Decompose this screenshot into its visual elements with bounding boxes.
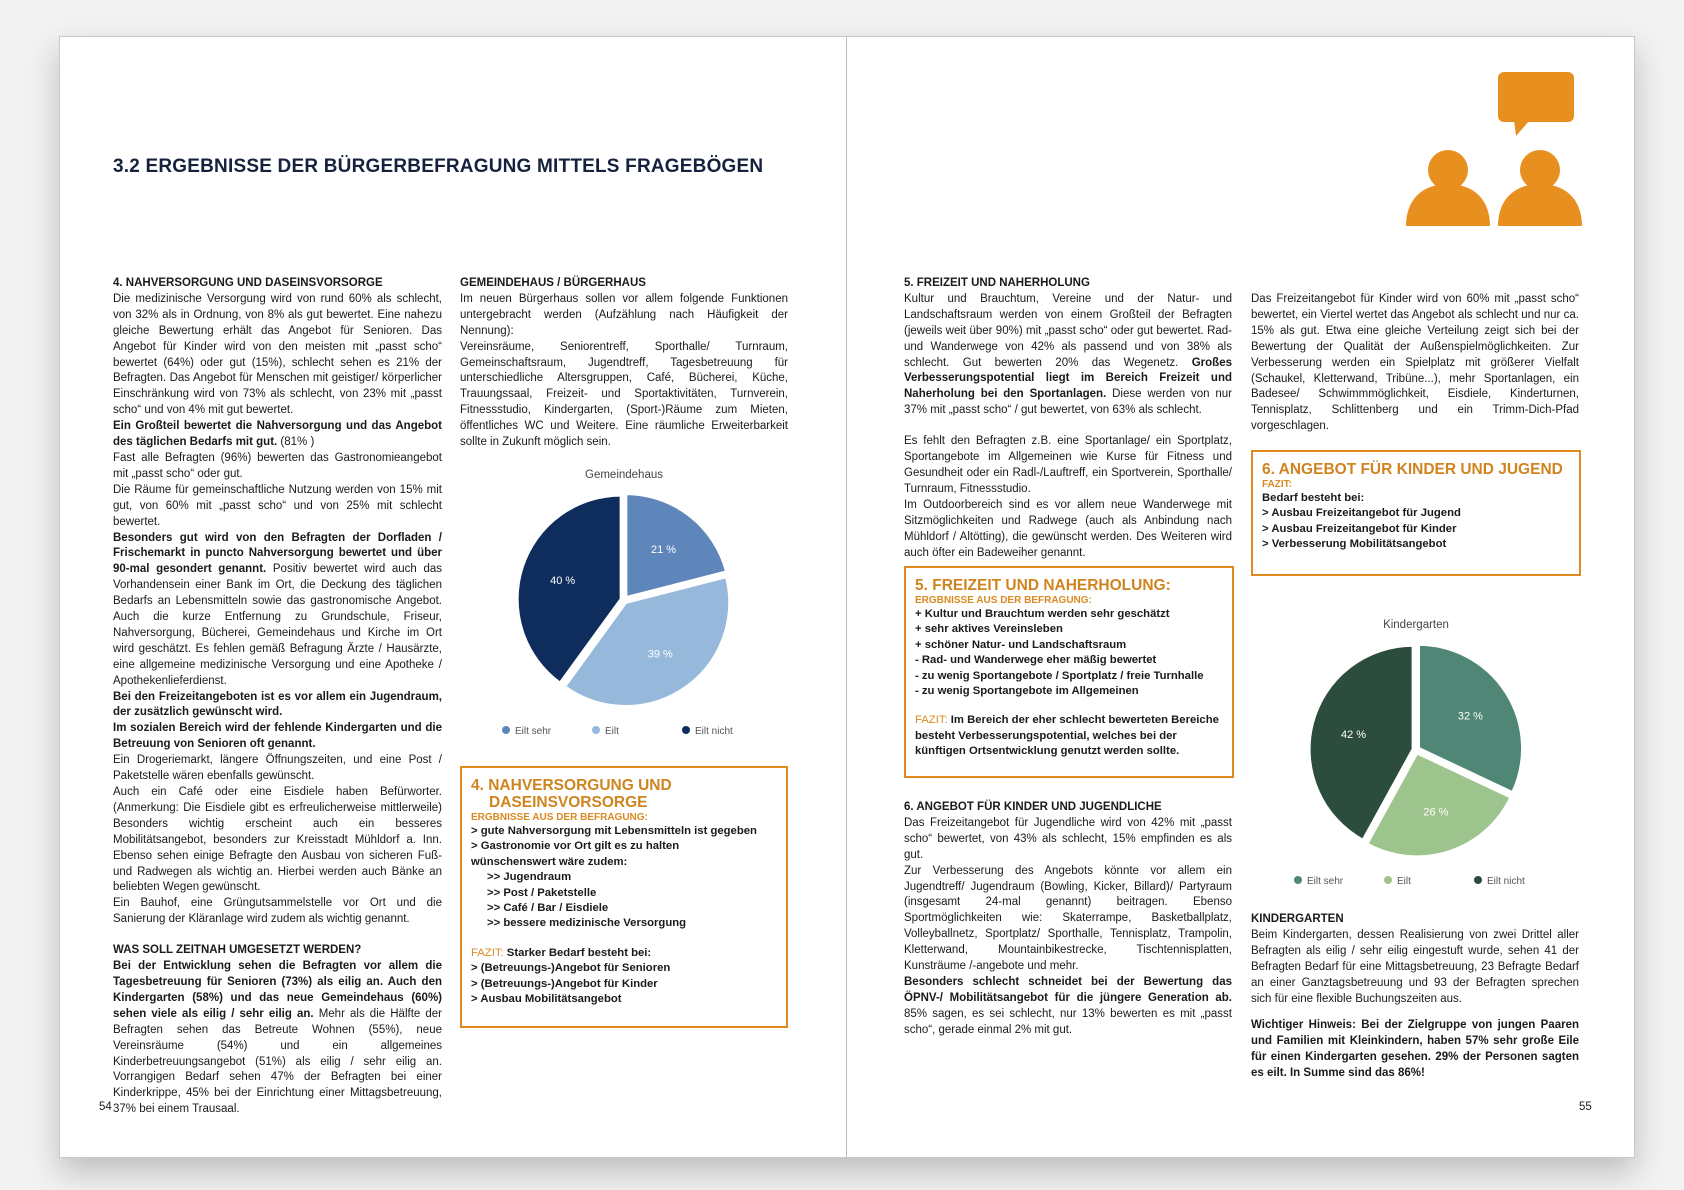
box-item: - Rad- und Wanderwege eher mäßig bewertet: [915, 654, 1157, 667]
box-title: 6. ANGEBOT FÜR KINDER UND JUGEND: [1262, 461, 1563, 478]
summary-box-freizeit: [904, 566, 1234, 778]
pie-chart-kindergarten: [1251, 610, 1581, 890]
page-number-left: 54: [99, 1101, 112, 1113]
box-item: > Ausbau Freizeitangebot für Kinder: [1262, 522, 1457, 535]
box-item: > Gastronomie vor Ort gilt es zu halten: [471, 840, 680, 853]
paragraph: Bei der Entwicklung sehen die Befragten vor allem die Tagesbetreuung für Senioren (73%) als eilig an. Auch den Kindergarten (58%) und das neue Gemeindehaus (60%) sehen viele als eilig / sehr eilig an. Mehr als die Hälfte der Befragten sehen das Betreute Wohnen (55%), neue Vereinsräume (54%) und ein allgemeines Kinderbetreuungsangebot (51%) als eilig / sehr eilig an. Vorrangigen Bedarf sehen 47% der Befragten bei einer Kinderkrippe, 45% bei der Einrichtung einer Mittagsbetreuung, 37% bei einem Trausaal.: [113, 960, 443, 1116]
box-item: + sehr aktives Vereinsleben: [915, 623, 1063, 636]
left-column-2: [460, 276, 788, 451]
box-item: > gute Nahversorgung mit Lebensmitteln ist gegeben: [471, 825, 757, 837]
section-heading-nahversorgung: 4. NAHVERSORGUNG UND DASEINSVORSORGE: [113, 277, 383, 289]
box-subtitle: ERGBNISSE AUS DER BEFRAGUNG:: [915, 595, 1092, 606]
chart-title: Gemeindehaus: [585, 469, 663, 481]
box-item: >> Post / Paketstelle: [487, 886, 597, 899]
paragraph: Es fehlt den Befragten z.B. eine Sportanlage/ ein Sportplatz, Sportangebote im Allgemeinen wie Kurse für Fitness und Gesundheit oder ein Radl-/Lauftreff, ein Sportverein, Sporthalle/ Turnraum, Fitnessstudio.: [904, 435, 1232, 495]
box-item: + Kultur und Brauchtum werden sehr geschätzt: [915, 608, 1170, 620]
legend-marker: [1294, 876, 1302, 884]
legend-marker: [1474, 876, 1482, 884]
chart-title: Kindergarten: [1383, 619, 1449, 631]
pie-chart-gemeindehaus: [460, 460, 788, 737]
legend-marker: [682, 726, 690, 734]
legend-marker: [592, 726, 600, 734]
box-title: DASEINSVORSORGE: [489, 794, 648, 811]
box-subtitle: FAZIT:: [1262, 479, 1292, 490]
paragraph: Kultur und Brauchtum, Vereine und der Natur- und Landschaftsraum werden von einem Großteil der Befragten (jeweils weit über 90%) mit „passt scho“ oder gut bewertet. Rad- und Wanderwege von 42% als passend und von 38% als schlecht. Gut bewerten 20% das Wegenetz. Großes Verbesserungspotential liegt im Bereich Freizeit und Naherholung bei den Sportanlagen. Diese werden von nur 37% mit „passt scho“ / gut bewertet, von 63% als schlecht.: [904, 292, 1232, 417]
right-column-1-lower: [904, 800, 1232, 1039]
paragraph: Fast alle Befragten (96%) bewerten das Gastronomieangebot mit „passt scho“ oder gut.: [113, 451, 442, 480]
pie-slice-label: 39 %: [647, 648, 673, 661]
paragraph: Besonders schlecht schneidet bei der Bewertung das ÖPNV-/ Mobilitätsangebot für die jüngere Generation ab. 85% sagen, es sei schlecht, nur 13% bewerten es mit „passt scho“, gerade einmal 2% mit gut.: [904, 975, 1232, 1036]
section-heading-freizeit: 5. FREIZEIT UND NAHERHOLUNG: [904, 277, 1090, 289]
legend-marker: [502, 726, 510, 734]
paragraph: Vereinsräume, Seniorentreff, Sporthalle/ Turnraum, Gemeinschaftsraum, Jugendtreff, Tagesbetreuung für unterschiedliche Altersgruppen, Café, Bücherei, Küche, Trauungssaal, Freizeit- und Sportaktivitäten, Turnverein, Fitnessstudio, Kindergarten, (Sport-)Räume zum Mieten, öffentliches WC und Weitere. Eine räumliche Erweiterbarkeit sollte in Zukunft möglich sein.: [460, 340, 788, 449]
paragraph: Im Outdoorbereich sind es vor allem neue Wanderwege mit Sitzmöglichkeiten und Radwege (auch als Anbindung nach Mühldorf / Altötting), die gewünscht werden. Des Weiteren wird auch öfter ein Badeweiher genannt.: [904, 498, 1232, 559]
paragraph: Besonders gut wird von den Befragten der Dorfladen / Frischemarkt in puncto Nahversorgung bewertet und über 90-mal gesondert genannt. Positiv bewertet wird auch das Vorhandensein einer Bank im Ort, die Deckung des täglichen Bedarfs an Lebensmitteln sowie das gastronomische Angebot. Auch die kurze Entfernung zu Grundschule, Friseur, Nahversorgung, Bücherei, Gemeindehaus und Kirche im Ort wird geschätzt. Es fehlen gemäß Befragung Ärzte / Hausärzte, eine allgemeine medizinische Versorgung und eine Apotheke / Apothekenlieferdienst.: [113, 531, 442, 687]
legend-label: Eilt: [1397, 876, 1411, 887]
box-title: 4. NAHVERSORGUNG UND: [471, 777, 672, 794]
box-subtitle: ERGBNISSE AUS DER BEFRAGUNG:: [471, 812, 648, 823]
page-fold: [846, 37, 847, 1157]
box-title: 5. FREIZEIT UND NAHERHOLUNG:: [915, 577, 1171, 594]
box-fazit: FAZIT: Im Bereich der eher schlecht bewerteten Bereiche besteht Verbesserungspotential, welches bei der künftigen Ortsentwicklung genutzt werden sollte.: [915, 714, 1219, 758]
section-heading-zeitnah: WAS SOLL ZEITNAH UMGESETZT WERDEN?: [113, 944, 362, 957]
section-heading-gemeindehaus: GEMEINDEHAUS / BÜRGERHAUS: [460, 277, 646, 289]
pie-slice-label: 40 %: [550, 575, 576, 588]
right-column-2: [1251, 292, 1579, 435]
left-column-1: [113, 276, 442, 1118]
box-item: > (Betreuungs-)Angebot für Kinder: [471, 977, 658, 990]
pie-slice-label: 32 %: [1457, 710, 1483, 723]
paragraph: Im sozialen Bereich wird der fehlende Kindergarten und die Betreuung von Senioren oft genannt.: [113, 722, 442, 751]
paragraph: Wichtiger Hinweis: Bei der Zielgruppe von jungen Paaren und Familien mit Kleinkindern, haben 57% sehr große Eile für einen Kindergarten gesehen. 29% der Personen sagten es eilt. In Summe sind das 86%!: [1251, 1019, 1579, 1080]
box-item: + schöner Natur- und Landschaftsraum: [915, 638, 1127, 651]
box-item: > Ausbau Freizeitangebot für Jugend: [1262, 507, 1461, 520]
legend-label: Eilt nicht: [1487, 876, 1525, 887]
box-item: - zu wenig Sportangebote im Allgemeinen: [915, 685, 1139, 698]
paragraph: Im neuen Bürgerhaus sollen vor allem folgende Funktionen untergebracht werden (Aufzählung nach Häufigkeit der Nennung):: [460, 292, 788, 337]
section-heading-kinder-jugend: 6. ANGEBOT FÜR KINDER UND JUGENDLICHE: [904, 801, 1162, 813]
legend-label: Eilt nicht: [695, 726, 733, 737]
people-chat-icon: [1404, 70, 1584, 230]
pie-slice-label: 21 %: [650, 544, 677, 557]
legend-label: Eilt sehr: [515, 726, 552, 737]
legend-marker: [1384, 876, 1392, 884]
paragraph: Ein Großteil bewertet die Nahversorgung und das Angebot des täglichen Bedarfs mit gut. (81% ): [113, 420, 442, 449]
box-item: - zu wenig Sportangebote / Sportplatz / freie Turnhalle: [915, 669, 1204, 682]
page-title: 3.2 ERGEBNISSE DER BÜRGERBEFRAGUNG MITTELS FRAGEBÖGEN: [113, 156, 764, 177]
box-item: Bedarf besteht bei:: [1262, 492, 1365, 504]
paragraph: Zur Verbesserung des Angebots könnte vor allem ein Jugendtreff/ Jugendraum (Bowling, Kicker, Billard)/ Partyraum (insgesamt 24-mal genannt) beitragen. Ebenso Sportmöglichkeiten wie: Skaterrampe, Basketballplatz, Volleyballnetz, Sportplatz/ Sporthalle, Tennisplatz, Trampolin, Kletterwand, Mountainbikestrecke, Tischtennisplatten, Kunsträume /-angebote und mehr.: [904, 864, 1232, 973]
box-item: >> Café / Bar / Eisdiele: [487, 902, 609, 915]
paragraph: Auch ein Café oder eine Eisdiele haben Befürworter. (Anmerkung: Die Eisdiele gibt es erfreulicherweise mittlerweile) Besonders wichtig erscheint auch ein besseres Mobilitätsangebot, besonders zur Kreisstadt Mühldorf a. Inn. Ebenso sehen einige Befragte den Ausbau von sicheren Fuß-und Radwegen als wichtig an. Hierbei werden auch Bänke an beliebten Wegen gewünscht.: [113, 786, 442, 894]
pie-slice-label: 42 %: [1341, 728, 1367, 741]
summary-box-nahversorgung: [460, 766, 788, 1028]
box-fazit: FAZIT: Starker Bedarf besteht bei:: [471, 946, 652, 959]
paragraph: Die Räume für gemeinschaftliche Nutzung werden von 15% mit gut, von 60% mit „passt scho“ und von 25% mit schlecht bewertet.: [113, 483, 442, 528]
box-item: > Verbesserung Mobilitätsangebot: [1262, 538, 1447, 551]
paragraph: Bei den Freizeitangeboten ist es vor allem ein Jugendraum, der zusätzlich gewünscht wird.: [113, 690, 442, 719]
right-column-1: [904, 276, 1232, 561]
box-item: wünschenswert wäre zudem:: [471, 855, 628, 868]
right-column-2-lower: [1251, 912, 1579, 1082]
pie-slice-label: 26 %: [1423, 806, 1449, 819]
paragraph: Ein Bauhof, eine Grüngutsammelstelle vor Ort und die Sanierung der Kläranlage wird zudem als wichtig genannt.: [113, 897, 442, 926]
paragraph: Die medizinische Versorgung wird von rund 60% als schlecht, von 32% als in Ordnung, von 8% als gut bewertet. Eine nahezu gleiche Bewertung erhält das Angebot für Senioren. Das Angebot für Kinder wird von den meisten mit „passt scho“ bewertet (64%) oder gut (15%), schlecht sehen es 21% der Befragten. Das Angebot für Menschen mit geistiger/ körperlicher Einschränkung wird von 73% als schlecht, von 23% mit „passt scho“ und von 4% mit gut bewertet.: [113, 292, 442, 417]
page-number-right: 55: [1579, 1101, 1592, 1113]
paragraph: Beim Kindergarten, dessen Realisierung von zwei Drittel aller Befragten als eilig / sehr eilig eingestuft wurde, sehen 41 der Befragten Bedarf für eine Mittagsbetreuung, 23 Befragte Bedarf an einer Ganztagsbetreuung und 93 der Befragten sprechen sich für eine flexible Buchungszeiten aus.: [1251, 928, 1579, 1005]
paragraph: Das Freizeitangebot für Kinder wird von 60% mit „passt scho“ bewertet, ein Viertel wertet das Angebot als schlecht und nur ca. 15% als gut. Etwa eine gleiche Verteilung zeigt sich bei der Bewertung der Qualität der Außenspielmöglichkeiten. Zur Verbesserung werden ein Spielplatz mit größerer Vielfalt (Schaukel, Kletterwand, Tribüne...), mehr Sportanlagen, ein Badesee/ Schwimmmöglichkeit, Eisdiele, Kinderturnen, Tennisplatz, Schlittenberg und ein Trimm-Dich-Pfad vorgeschlagen.: [1251, 293, 1579, 433]
paragraph: Ein Drogeriemarkt, längere Öffnungszeiten, und eine Post / Paketstelle wären ebenfalls gewünscht.: [113, 754, 442, 783]
legend-label: Eilt sehr: [1307, 876, 1344, 887]
legend-label: Eilt: [605, 726, 619, 737]
paragraph: Das Freizeitangebot für Jugendliche wird von 42% mit „passt scho“ bewertet, von 43% als schlecht, 15% empfinden es als gut.: [904, 816, 1232, 861]
summary-box-kinder-jugend: [1251, 450, 1581, 576]
box-item: >> bessere medizinische Versorgung: [487, 917, 687, 930]
section-heading-kindergarten: KINDERGARTEN: [1251, 913, 1344, 925]
box-item: >> Jugendraum: [487, 871, 572, 884]
box-item: > Ausbau Mobilitätsangebot: [471, 993, 622, 1006]
box-item: > (Betreuungs-)Angebot für Senioren: [471, 962, 671, 975]
